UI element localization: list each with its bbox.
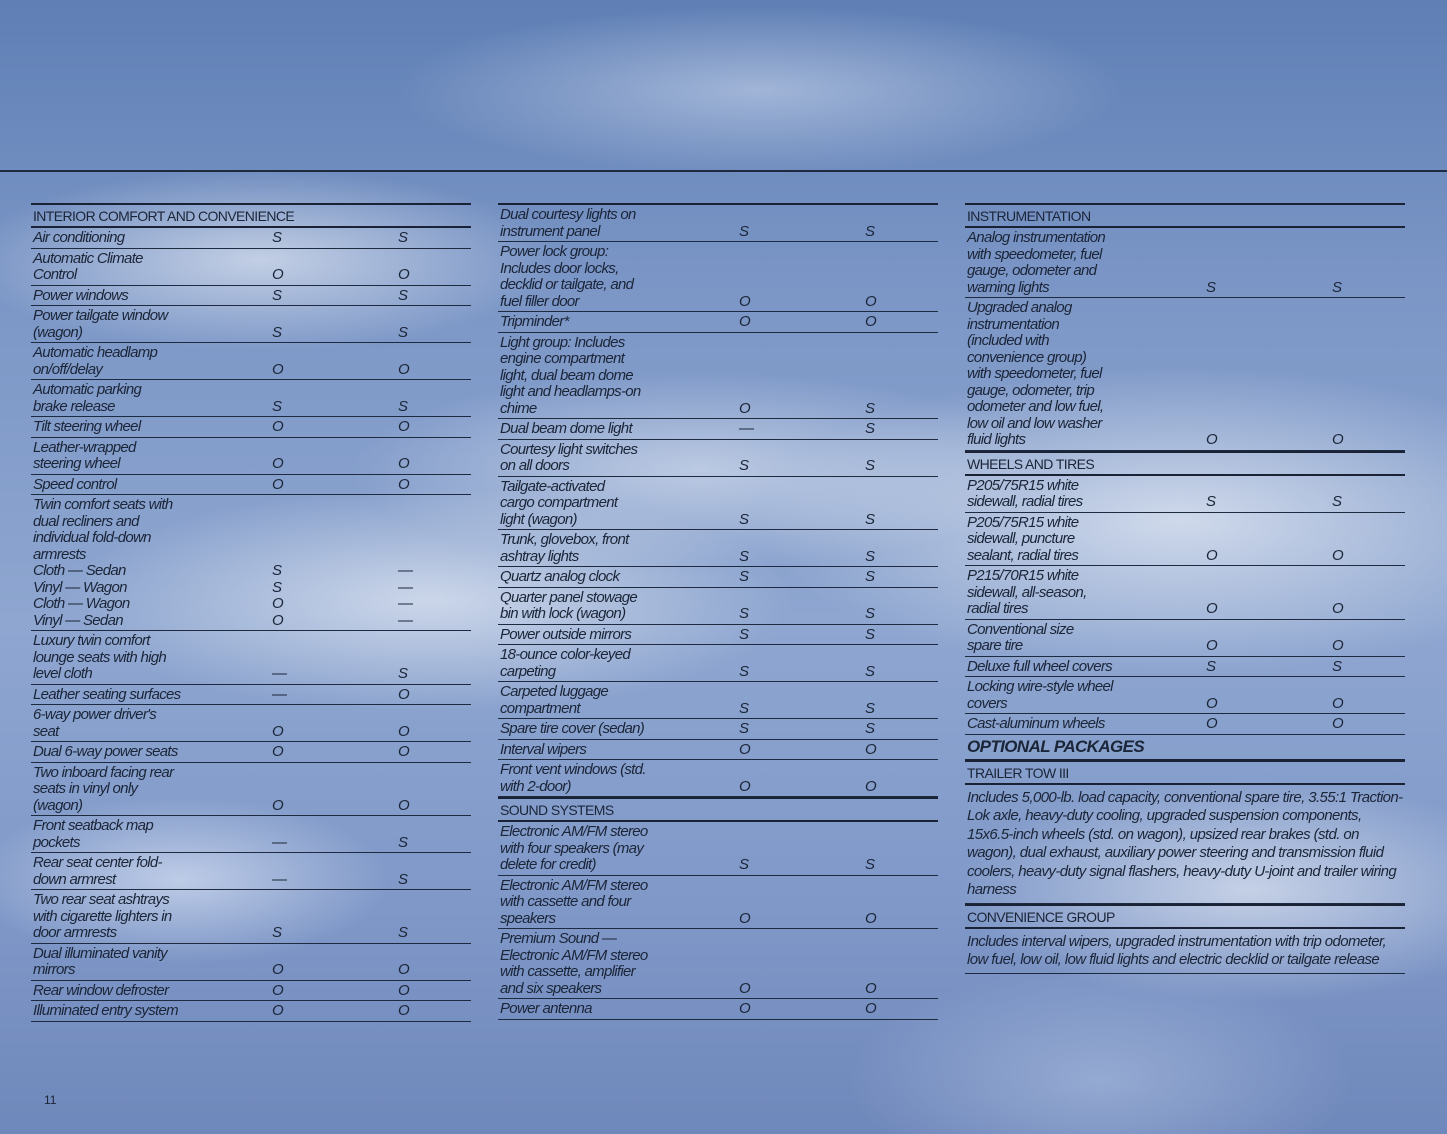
availability-value-1: O [739, 909, 750, 927]
table-row [498, 929, 938, 999]
table-row [498, 205, 938, 242]
availability-value-2: O [398, 722, 409, 740]
availability-value-2: O [398, 475, 409, 493]
table-row [31, 1001, 471, 1022]
table-row [498, 645, 938, 682]
availability-value-1: S S O O [272, 562, 283, 629]
availability-value-2: O [398, 418, 409, 435]
table-row [31, 631, 471, 685]
availability-value-1: S [739, 625, 749, 643]
availability-value-1: O [1206, 600, 1217, 617]
availability-value-1: O [739, 313, 750, 330]
feature-label: Dual 6-way power seats [33, 743, 178, 760]
availability-value-2: S [398, 286, 408, 304]
availability-value-1: O [272, 266, 283, 283]
feature-label: Automatic Climate Control [33, 249, 143, 283]
availability-value-2: O [398, 796, 409, 814]
table-row [965, 298, 1405, 451]
table-row [965, 513, 1405, 567]
availability-value-2: O [1332, 715, 1343, 732]
availability-value-2: S [398, 924, 408, 941]
table-row [498, 682, 938, 719]
table-row [31, 981, 471, 1002]
availability-value-1: S [739, 856, 749, 873]
availability-value-1: S [739, 720, 749, 737]
availability-value-2: O [398, 743, 409, 760]
availability-value-1: S [272, 323, 282, 341]
availability-value-1: S [1206, 493, 1216, 510]
availability-value-2: S [865, 222, 875, 240]
availability-value-1: O [272, 722, 283, 740]
section-heading: INSTRUMENTATION [965, 203, 1405, 228]
availability-value-2: S [398, 323, 408, 341]
feature-label: Two inboard facing rear seats in vinyl only (wagon) [33, 763, 174, 814]
table-row [965, 677, 1405, 714]
feature-label: Cast-aluminum wheels [967, 715, 1105, 732]
availability-value-1: O [272, 796, 283, 814]
feature-label: Quarter panel stowage bin with lock (wagon) [500, 588, 638, 622]
feature-label: Dual courtesy lights on instrument panel [500, 206, 636, 240]
availability-value-2: O [1332, 546, 1343, 564]
availability-value-1: O [1206, 637, 1217, 654]
feature-label: Carpeted luggage compartment [500, 683, 609, 717]
table-row [498, 530, 938, 567]
feature-label: Premium Sound — Electronic AM/FM stereo with cassette, amplifier and six speakers [500, 930, 648, 997]
availability-value-1: O [739, 740, 750, 758]
availability-value-2: S [865, 510, 875, 528]
availability-value-2: S [865, 457, 875, 474]
availability-value-1: O [272, 475, 283, 493]
feature-label: Courtesy light switches on all doors [500, 440, 638, 474]
feature-label: Tripminder* [500, 313, 569, 330]
availability-value-2: O [865, 313, 876, 330]
table-row [498, 876, 938, 930]
column-left [31, 203, 471, 1022]
availability-value-2: S [1332, 657, 1342, 675]
availability-value-1: S [739, 222, 749, 240]
table-row [31, 249, 471, 286]
availability-value-2: S [865, 699, 875, 717]
availability-value-2: S [398, 870, 408, 888]
table-row [31, 495, 471, 631]
availability-value-1: S [272, 286, 282, 304]
section-heading: INTERIOR COMFORT AND CONVENIENCE [31, 203, 471, 228]
table-row [31, 306, 471, 343]
feature-label: Air conditioning [33, 229, 125, 246]
table-row [31, 417, 471, 438]
availability-value-1: O [272, 961, 283, 978]
package-heading: TRAILER TOW III [965, 760, 1405, 785]
availability-value-1: O [1206, 694, 1217, 712]
availability-value-1: S [739, 699, 749, 717]
availability-value-2: S [865, 399, 875, 417]
table-row [31, 816, 471, 853]
package-heading: CONVENIENCE GROUP [965, 904, 1405, 929]
table-row [31, 890, 471, 944]
availability-value-1: O [272, 455, 283, 472]
table-row [31, 705, 471, 742]
feature-label: Quartz analog clock [500, 568, 620, 585]
availability-value-2: O [1332, 637, 1343, 654]
availability-value-2: O [1332, 694, 1343, 712]
availability-value-1: S [739, 568, 749, 585]
feature-label: Dual illuminated vanity mirrors [33, 944, 167, 978]
table-row [965, 620, 1405, 657]
feature-label: P215/70R15 white sidewall, all-season, radial tires [967, 567, 1087, 617]
feature-label: Illuminated entry system [33, 1002, 178, 1019]
table-row [498, 760, 938, 797]
availability-value-1: O [739, 777, 750, 795]
availability-value-2: S [865, 568, 875, 585]
feature-label: Power outside mirrors [500, 625, 632, 643]
availability-value-2: S [398, 397, 408, 415]
availability-value-2: — — — — [398, 562, 413, 629]
table-row [498, 333, 938, 420]
availability-value-1: S [739, 457, 749, 474]
availability-value-2: S [398, 833, 408, 851]
availability-value-2: O [865, 292, 876, 310]
availability-value-1: — [272, 870, 287, 888]
availability-value-1: O [739, 399, 750, 417]
table-row [31, 742, 471, 763]
availability-value-1: O [272, 418, 283, 435]
availability-value-2: O [398, 685, 409, 703]
header-divider [0, 170, 1447, 172]
table-row [498, 822, 938, 876]
availability-value-1: S [272, 397, 282, 415]
availability-value-2: O [865, 979, 876, 997]
availability-value-2: O [865, 1000, 876, 1017]
table-row [31, 685, 471, 706]
feature-label: Tailgate-activated cargo compartment light (wagon) [500, 477, 618, 528]
availability-value-2: S [1332, 278, 1342, 296]
table-row [31, 944, 471, 981]
table-row [498, 242, 938, 312]
availability-value-1: O [272, 981, 283, 999]
availability-value-1: O [272, 1002, 283, 1019]
availability-value-1: O [739, 292, 750, 310]
availability-value-2: O [398, 266, 409, 283]
availability-value-1: — [272, 685, 287, 703]
table-row [31, 343, 471, 380]
feature-label: Locking wire-style wheel covers [967, 678, 1113, 712]
availability-value-2: O [865, 909, 876, 927]
feature-label: Twin comfort seats with dual recliners and individual fold-down armrests Cloth — Sedan Vinyl — Wagon Cloth — Wagon Vinyl — Sedan [33, 496, 173, 629]
feature-label: 18-ounce color-keyed carpeting [500, 646, 630, 680]
feature-label: Light group: Includes engine compartment light, dual beam dome light and headlamps-on chime [500, 333, 641, 417]
availability-value-2: S [398, 665, 408, 682]
feature-label: Leather seating surfaces [33, 685, 181, 703]
availability-value-2: S [865, 547, 875, 565]
availability-value-1: O [739, 1000, 750, 1017]
feature-label: P205/75R15 white sidewall, puncture sealant, radial tires [967, 513, 1079, 564]
feature-label: Power tailgate window (wagon) [33, 307, 168, 341]
availability-value-2: O [398, 961, 409, 978]
feature-label: Deluxe full wheel covers [967, 657, 1112, 675]
availability-value-1: O [272, 743, 283, 760]
availability-value-1: — [272, 665, 287, 682]
section-heading: WHEELS AND TIRES [965, 451, 1405, 476]
feature-label: Upgraded analog instrumentation (included with convenience group) with speedometer, fuel gauge, odometer, trip odometer and low fuel, low oil and low washer fluid lights [967, 299, 1104, 448]
feature-label: Front seatback map pockets [33, 817, 153, 851]
table-row [31, 286, 471, 307]
availability-value-2: O [398, 455, 409, 472]
availability-value-1: S [739, 547, 749, 565]
table-row [498, 312, 938, 333]
table-row [498, 999, 938, 1020]
table-row [965, 228, 1405, 298]
availability-value-2: O [1332, 431, 1343, 448]
availability-value-1: — [272, 833, 287, 851]
package-description: Includes interval wipers, upgraded instrumentation with trip odometer, low fuel, low oil, low fluid lights and electric decklid or tailgate release [965, 929, 1405, 974]
feature-label: Front vent windows (std. with 2-door) [500, 761, 646, 795]
feature-label: Automatic headlamp on/off/delay [33, 344, 158, 378]
column-right [965, 203, 1405, 974]
availability-value-1: S [272, 229, 282, 246]
table-row [498, 419, 938, 440]
table-row [498, 740, 938, 761]
feature-label: Trunk, glovebox, front ashtray lights [500, 531, 629, 565]
availability-value-2: O [398, 1002, 409, 1019]
column-middle [498, 203, 938, 1020]
table-row [498, 477, 938, 531]
availability-value-2: O [865, 777, 876, 795]
availability-value-1: S [739, 605, 749, 622]
availability-value-2: S [865, 720, 875, 737]
availability-value-1: S [739, 662, 749, 680]
availability-value-1: S [739, 510, 749, 528]
feature-label: Power antenna [500, 1000, 592, 1017]
table-row [965, 566, 1405, 620]
feature-label: Conventional size spare tire [967, 620, 1074, 654]
table-row [31, 228, 471, 249]
availability-value-1: O [272, 360, 283, 378]
feature-label: Analog instrumentation with speedometer, fuel gauge, odometer and warning lights [967, 229, 1106, 296]
table-row [965, 657, 1405, 678]
feature-label: Two rear seat ashtrays with cigarette lighters in door armrests [33, 891, 172, 941]
table-row [498, 719, 938, 740]
availability-value-1: O [1206, 715, 1217, 732]
feature-label: Speed control [33, 475, 117, 493]
availability-value-2: S [398, 229, 408, 246]
availability-value-1: O [1206, 546, 1217, 564]
availability-value-2: S [865, 420, 875, 437]
availability-value-2: S [865, 605, 875, 622]
feature-label: Power lock group: Includes door locks, decklid or tailgate, and fuel filler door [500, 243, 634, 310]
feature-label: Dual beam dome light [500, 420, 632, 437]
package-description: Includes 5,000-lb. load capacity, conventional spare tire, 3.55:1 Traction-Lok axle, heavy-duty cooling, upgraded suspension components, 15x6.5-inch wheels (std. on wagon), upsized rear brakes (std. on wagon), dual exhaust, auxiliary power steering and transmission fluid coolers, heavy-duty signal flashers, heavy-duty U-joint and trailer wiring harness [965, 785, 1405, 904]
page-number: 11 [44, 1093, 57, 1107]
availability-value-1: O [739, 979, 750, 997]
table-row [31, 475, 471, 496]
availability-value-1: — [739, 420, 754, 437]
availability-value-2: O [398, 981, 409, 999]
feature-label: Spare tire cover (sedan) [500, 720, 645, 737]
feature-label: Leather-wrapped steering wheel [33, 438, 136, 472]
feature-label: Power windows [33, 286, 129, 304]
availability-value-1: S [272, 924, 282, 941]
availability-value-1: S [1206, 657, 1216, 675]
feature-label: P205/75R15 white sidewall, radial tires [967, 476, 1083, 510]
table-row [498, 588, 938, 625]
feature-label: Electronic AM/FM stereo with four speakers (may delete for credit) [500, 823, 648, 873]
optional-packages-title: OPTIONAL PACKAGES [965, 735, 1405, 760]
feature-label: Electronic AM/FM stereo with cassette and four speakers [500, 876, 648, 927]
table-row [31, 853, 471, 890]
availability-value-2: O [398, 360, 409, 378]
availability-value-1: S [1206, 278, 1216, 296]
feature-label: Interval wipers [500, 740, 587, 758]
availability-value-1: O [1206, 431, 1217, 448]
availability-value-2: O [865, 740, 876, 758]
availability-value-2: S [865, 856, 875, 873]
table-row [31, 763, 471, 817]
feature-label: Rear window defroster [33, 981, 169, 999]
availability-value-2: S [865, 662, 875, 680]
feature-label: 6-way power driver's seat [33, 706, 157, 740]
section-heading: SOUND SYSTEMS [498, 797, 938, 822]
table-row [498, 440, 938, 477]
feature-label: Luxury twin comfort lounge seats with high level cloth [33, 632, 167, 682]
availability-value-2: O [1332, 600, 1343, 617]
availability-value-2: S [865, 625, 875, 643]
table-row [498, 567, 938, 588]
table-row [965, 714, 1405, 735]
table-row [31, 380, 471, 417]
table-row [31, 438, 471, 475]
availability-value-2: S [1332, 493, 1342, 510]
table-row [965, 476, 1405, 513]
feature-label: Automatic parking brake release [33, 381, 142, 415]
table-row [498, 625, 938, 646]
feature-label: Tilt steering wheel [33, 418, 141, 435]
feature-label: Rear seat center fold- down armrest [33, 854, 162, 888]
